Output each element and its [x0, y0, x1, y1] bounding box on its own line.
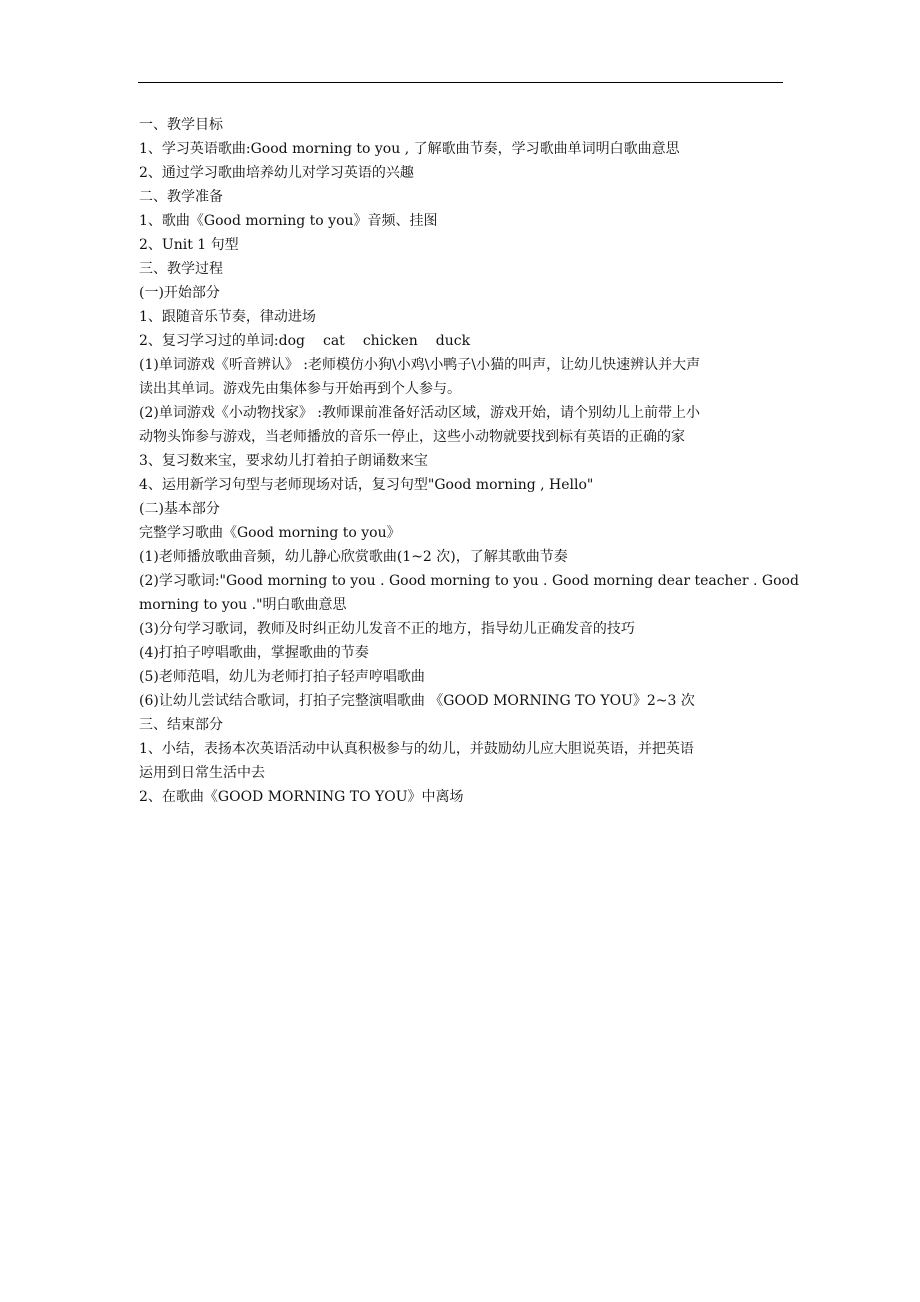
start-item-3: 3、复习数来宝，要求幼儿打着拍子朗诵数来宝: [139, 453, 428, 469]
vocab-word-duck: duck: [435, 333, 471, 349]
basic-intro: 完整学习歌曲《Good morning to you》: [139, 525, 401, 541]
vocab-prefix: 2、复习学习过的单词:dog: [139, 333, 305, 349]
section-heading-process: 三、教学过程: [139, 261, 223, 277]
section-heading-ending: 三、结束部分: [139, 717, 223, 733]
vocab-word-chicken: chicken: [362, 333, 418, 349]
subsection-heading-start: (一)开始部分: [139, 285, 220, 301]
header-rule: [138, 82, 783, 83]
prep-item-1: 1、歌曲《Good morning to you》音频、挂图: [139, 213, 438, 229]
prep-item-2: 2、Unit 1 句型: [139, 237, 239, 253]
start-item-1: 1、跟随音乐节奏，律动进场: [139, 309, 316, 325]
section-heading-preparation: 二、教学准备: [139, 189, 223, 205]
basic-item-3: (3)分句学习歌词，教师及时纠正幼儿发音不正的地方，指导幼儿正确发音的技巧: [139, 621, 635, 637]
summary-line-1: 1、小结，表扬本次英语活动中认真积极参与的幼儿，并鼓励幼儿应大胆说英语，并把英语: [139, 741, 694, 757]
subsection-heading-basic: (二)基本部分: [139, 501, 220, 517]
game2-line-1: (2)单词游戏《小动物找家》 :教师课前准备好活动区域，游戏开始，请个别幼儿上前带上小: [139, 405, 700, 421]
document-body: [139, 113, 799, 809]
vocab-word-cat: cat: [322, 333, 345, 349]
basic-item-4: (4)打拍子哼唱歌曲，掌握歌曲的节奏: [139, 645, 369, 661]
lyrics-line-2: morning to you ."明白歌曲意思: [139, 597, 347, 613]
section-heading-goals: 一、教学目标: [139, 117, 223, 133]
basic-item-6: (6)让幼儿尝试结合歌词，打拍子完整演唱歌曲 《GOOD MORNING TO YOU》2~3 次: [139, 693, 695, 709]
basic-item-5: (5)老师范唱，幼儿为老师打拍子轻声哼唱歌曲: [139, 669, 425, 685]
basic-item-1: (1)老师播放歌曲音频，幼儿静心欣赏歌曲(1~2 次)，了解其歌曲节奏: [139, 549, 568, 565]
lyrics-line-1: (2)学习歌词:"Good morning to you . Good morning to you . Good morning dear teacher . Good: [139, 573, 799, 589]
start-item-4: 4、运用新学习句型与老师现场对话，复习句型"Good morning , Hello": [139, 477, 594, 493]
summary-line-2: 运用到日常生活中去: [139, 765, 265, 781]
game2-line-2: 动物头饰参与游戏，当老师播放的音乐一停止，这些小动物就要找到标有英语的正确的家: [139, 429, 685, 445]
goal-item-2: 2、通过学习歌曲培养幼儿对学习英语的兴趣: [139, 165, 414, 181]
game1-line-1: (1)单词游戏《听音辨认》 :老师模仿小狗\小鸡\小鸭子\小猫的叫声，让幼儿快速辨认并大声: [139, 357, 701, 373]
goal-item-1: 1、学习英语歌曲:Good morning to you , 了解歌曲节奏，学习歌曲单词明白歌曲意思: [139, 141, 680, 157]
ending-item-2: 2、在歌曲《GOOD MORNING TO YOU》中离场: [139, 789, 464, 805]
start-item-2-vocab: [139, 329, 783, 353]
game1-line-2: 读出其单词。游戏先由集体参与开始再到个人参与。: [139, 381, 461, 397]
